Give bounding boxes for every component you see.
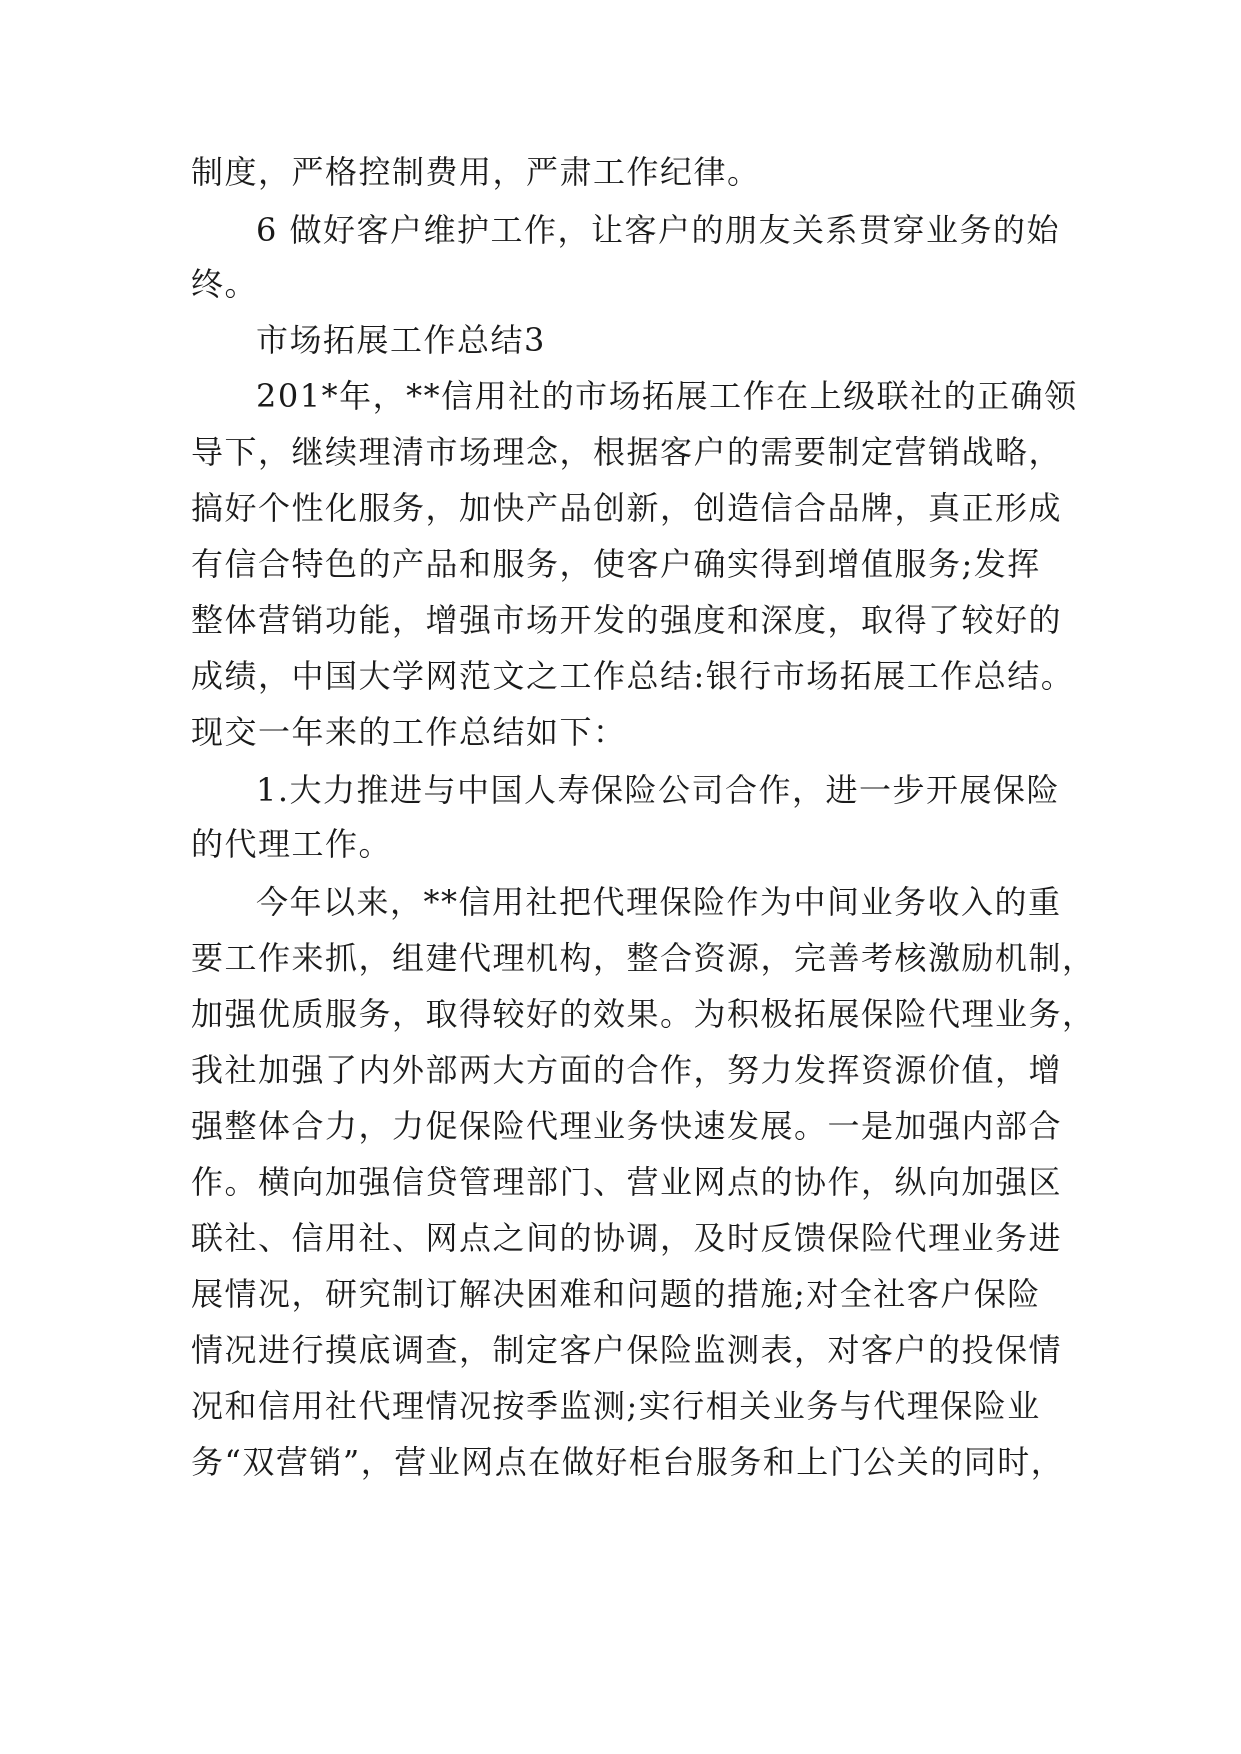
text-line: 成绩，中国大学网范文之工作总结:银行市场拓展工作总结。 [191, 657, 1075, 695]
list-item-heading: 1.大力推进与中国人寿保险公司合作，进一步开展保险 [256, 771, 1061, 809]
text-line: 搞好个性化服务，加快产品创新，创造信合品牌，真正形成 [191, 489, 1063, 527]
text-line: 要工作来抓，组建代理机构，整合资源，完善考核激励机制， [191, 939, 1096, 977]
text-line: 情况进行摸底调查，制定客户保险监测表，对客户的投保情 [191, 1331, 1063, 1369]
text-line: 务“双营销”，营业网点在做好柜台服务和上门公关的同时， [191, 1443, 1065, 1481]
text-line: 整体营销功能，增强市场开发的强度和深度，取得了较好的 [191, 601, 1063, 639]
text-line: 加强优质服务，取得较好的效果。为积极拓展保险代理业务， [191, 995, 1096, 1033]
section-heading: 市场拓展工作总结3 [256, 321, 546, 359]
text-line: 况和信用社代理情况按季监测;实行相关业务与代理保险业 [191, 1387, 1041, 1425]
text-line: 6 做好客户维护工作，让客户的朋友关系贯穿业务的始 [256, 211, 1061, 249]
text-line: 现交一年来的工作总结如下： [191, 713, 627, 751]
text-line: 强整体合力，力促保险代理业务快速发展。一是加强内部合 [191, 1107, 1063, 1145]
text-line: 终。 [191, 265, 259, 303]
text-line: 制度，严格控制费用，严肃工作纪律。 [191, 153, 761, 191]
text-line: 导下，继续理清市场理念，根据客户的需要制定营销战略， [191, 433, 1063, 471]
text-line: 今年以来，**信用社把代理保险作为中间业务收入的重 [256, 883, 1062, 921]
text-line: 联社、信用社、网点之间的协调，及时反馈保险代理业务进 [191, 1219, 1063, 1257]
text-line: 作。横向加强信贷管理部门、营业网点的协作，纵向加强区 [191, 1163, 1063, 1201]
text-line: 我社加强了内外部两大方面的合作，努力发挥资源价值，增 [191, 1051, 1063, 1089]
text-line: 有信合特色的产品和服务，使客户确实得到增值服务;发挥 [191, 545, 1041, 583]
text-line: 展情况，研究制订解决困难和问题的措施;对全社客户保险 [191, 1275, 1041, 1313]
text-line: 201*年，**信用社的市场拓展工作在上级联社的正确领 [256, 377, 1078, 415]
text-line: 的代理工作。 [191, 825, 393, 863]
